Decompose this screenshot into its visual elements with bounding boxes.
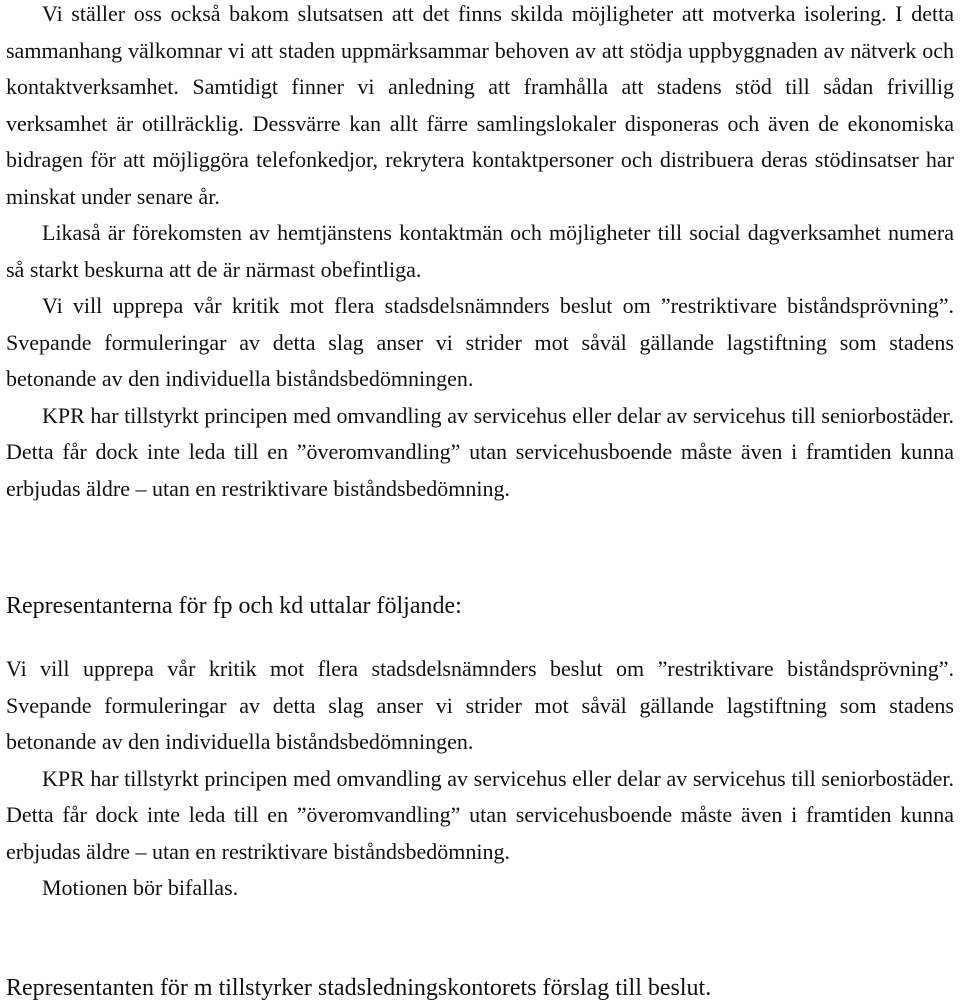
paragraph-isolation: Vi ställer oss också bakom slutsatsen att det finns skilda möjligheter att motverka isolering. I detta sammanhang välkomnar vi att staden uppmärksammar behoven av att stödja uppbyggnaden av nätverk och kontaktverksamhet. Samtidigt finner vi anledning att framhålla att stadens stöd till sådan frivillig verksamhet är otillräcklig. Dessvärre kan allt färre samlingslokaler disponeras och även de ekonomiska bidragen för att möjliggöra telefonkedjor, rekrytera kontaktpersoner och distribuera deras stödinsatser har minskat under senare år. [6, 1, 954, 209]
heading-m-statement: Representanten för m tillstyrker stadsledningskontorets förslag till beslut. [6, 975, 712, 1001]
heading-fp-kd-statement: Representanterna för fp och kd uttalar följande: [6, 593, 462, 619]
paragraph-home-care: Likaså är förekomsten av hemtjänstens kontaktmän och möjligheter till social dagverksamhet numera så starkt beskurna att de är närmast obefintliga. [6, 220, 954, 282]
paragraph-assessment-critique: Vi vill upprepa vår kritik mot flera stadsdelsnämnders beslut om ”restriktivare biståndsprövning”. Svepande formuleringar av detta slag anser vi strider mot såväl gällande lagstiftning som stadens betonande av den individuella biståndsbedömningen. [6, 293, 954, 391]
section-opinion-text [6, 0, 954, 507]
paragraph-assessment-critique-repeat: Vi vill upprepa vår kritik mot flera stadsdelsnämnders beslut om ”restriktivare biståndsprövning”. Svepande formuleringar av detta slag anser vi strider mot såväl gällande lagstiftning som stadens betonande av den individuella biståndsbedömningen. [6, 656, 954, 754]
section-fp-kd-text [6, 651, 954, 907]
paragraph-service-housing: KPR har tillstyrkt principen med omvandling av servicehus eller delar av servicehus till seniorbostäder. Detta får dock inte leda till en ”överomvandling” utan servicehusboende måste även i framtiden kunna erbjudas äldre – utan en restriktivare biståndsbedömning. [6, 402, 954, 501]
paragraph-service-housing-repeat: KPR har tillstyrkt principen med omvandling av servicehus eller delar av servicehus till seniorbostäder. Detta får dock inte leda till en ”överomvandling” utan servicehusboende måste även i framtiden kunna erbjudas äldre – utan en restriktivare biståndsbedömning. [6, 765, 954, 864]
paragraph-motion-conclusion: Motionen bör bifallas. [42, 875, 239, 900]
